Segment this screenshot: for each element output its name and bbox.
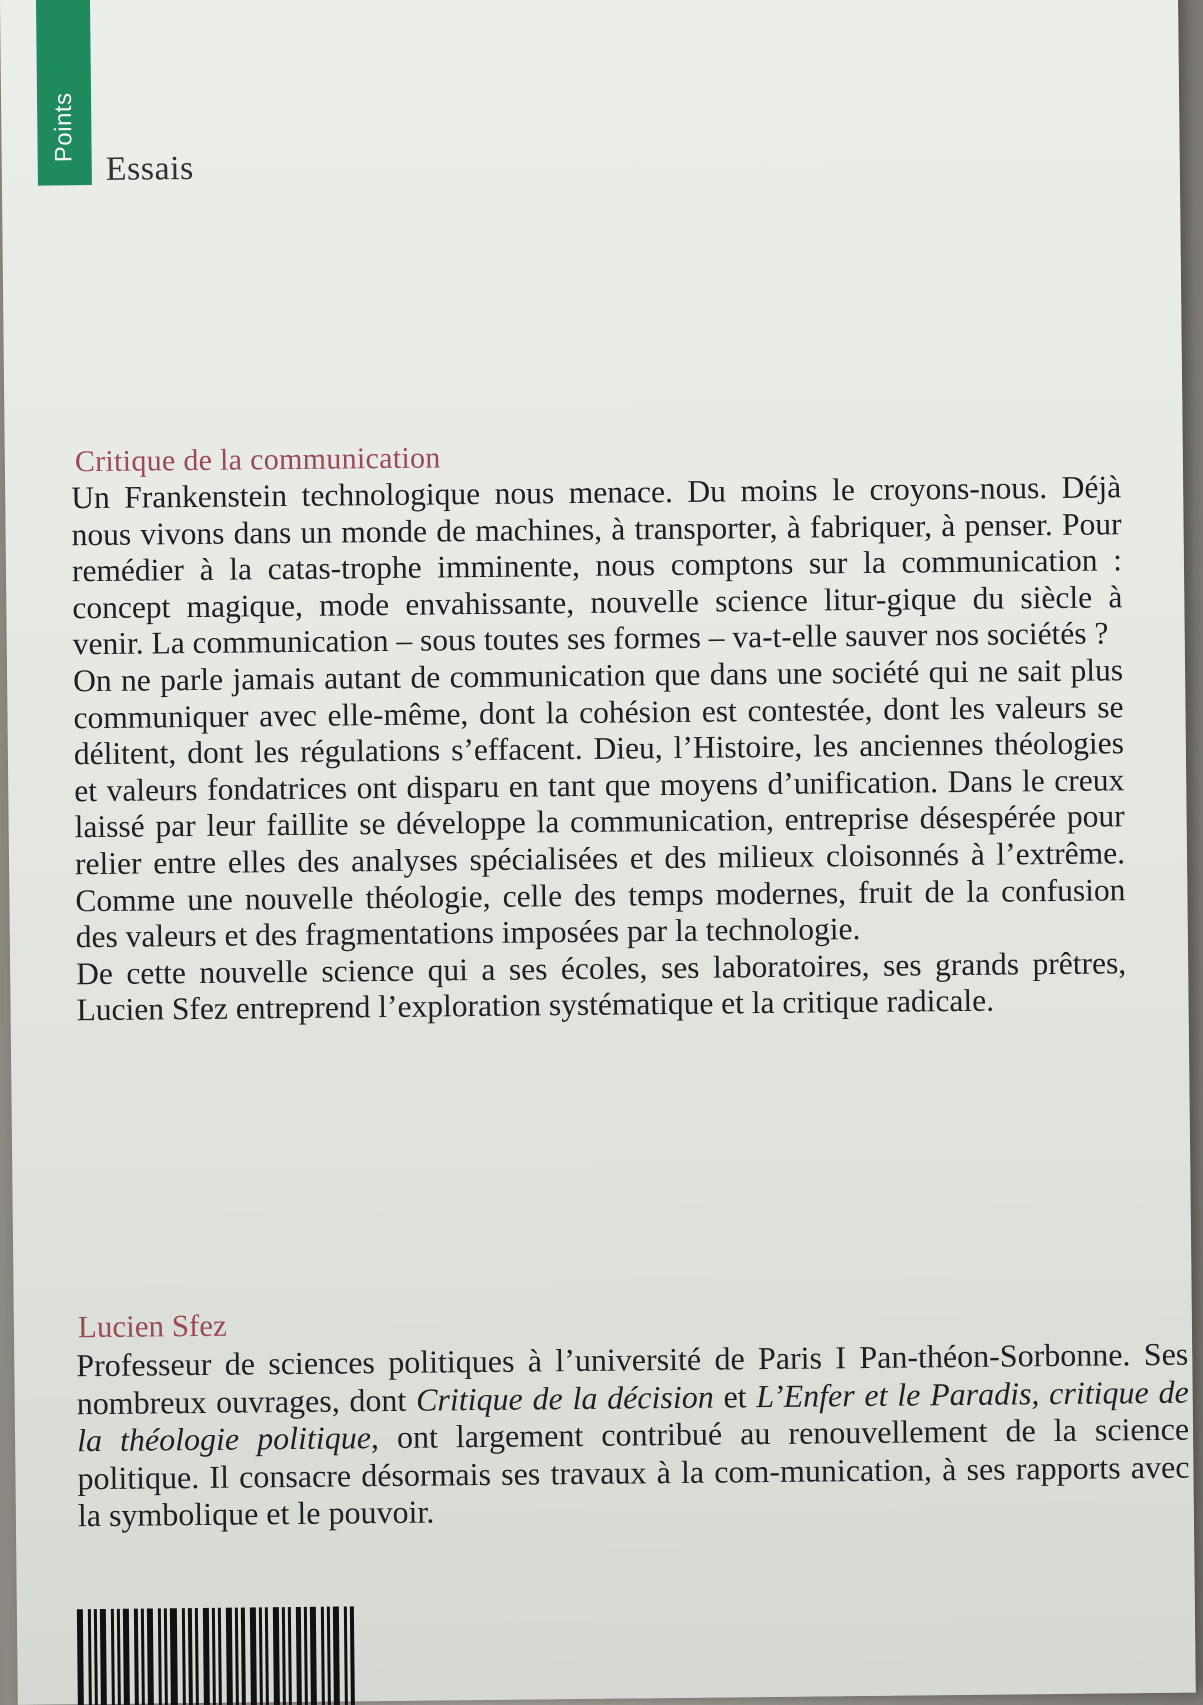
barcode-bar [226,1608,233,1705]
barcode-bar [259,1607,263,1705]
barcode-bar [134,1609,139,1705]
barcode-bar [265,1607,269,1705]
bio-text-2: et [713,1377,757,1415]
barcode-bar [195,1608,199,1705]
barcode-bar [117,1609,121,1705]
barcode-bar [100,1609,107,1705]
barcode-bar [88,1609,92,1705]
barcode-bar [321,1607,325,1705]
author-name: Lucien Sfez [77,1307,227,1345]
barcode-bar [333,1607,340,1705]
barcode-bar [141,1609,145,1705]
barcode-bar [250,1607,257,1705]
barcode-bar [158,1608,162,1705]
bio-work-title-1: Critique de la décision [415,1378,714,1418]
barcode [77,1606,418,1705]
barcode-bar [344,1606,348,1705]
bio-work-title-2: L’Enfer et le Paradis, critique de la théologie politique [76,1373,1189,1459]
barcode-bar [147,1608,154,1705]
barcode-bar [310,1607,317,1705]
bio-text-1: Professeur de sciences politiques à l’université de Paris I Pan-théon-Sorbonne. Ses nombreux ouvrages, dont [76,1335,1189,1421]
barcode-bar [188,1608,193,1705]
barcode-bar [212,1608,216,1705]
book-title: Critique de la communication [74,441,441,479]
barcode-bar [304,1607,308,1705]
book-description [71,469,1127,1029]
barcode-bar [350,1606,355,1705]
barcode-bar [288,1607,292,1705]
barcode-bar [170,1608,178,1705]
barcode-bar [241,1608,246,1705]
publisher-tab [36,0,92,186]
author-bio-paragraph [76,1336,1190,1535]
barcode-bar [273,1607,280,1705]
barcode-bar [111,1609,115,1705]
description-paragraph-3: De cette nouvelle science qui a ses écoles, ses laboratoires, ses grands prêtres, Lucien Sfez entreprend l’exploration systématique et la critique radicale. [76,944,1127,1028]
barcode-bar [282,1607,286,1705]
barcode-bar [218,1608,222,1705]
series-name: Essais [105,149,194,188]
barcode-bar [123,1609,130,1705]
author-bio [76,1336,1190,1535]
barcode-bar [94,1609,98,1705]
barcode-bar [77,1609,84,1705]
description-paragraph-1: Un Frankenstein technologique nous menace. Du moins le croyons-nous. Déjà nous vivons dans un monde de machines, à transporter, à fabriquer, à penser. Pour remédier à la catas-trophe imminente, nous comptons sur la communication : concept magique, mode envahissante, nouvelle science litur-gique du siècle à venir. La communication – sous toutes ses formes – va-t-elle sauver nos sociétés ? [71,469,1123,662]
bio-text-3: , ont largement contribué au renouvellement de la science politique. Il consacre désormais ses travaux à la com-munication, à ses rapports avec la symbolique et le pouvoir. [77,1410,1190,1534]
barcode-bar [235,1608,239,1705]
barcode-bar [296,1607,302,1705]
publisher-tab-label: Points [49,92,78,163]
barcode-bar [182,1608,186,1705]
barcode-bar [327,1607,331,1705]
description-paragraph-2: On ne parle jamais autant de communication que dans une société qui ne sait plus communiquer avec elle-même, dont la cohésion est contestée, dont les valeurs se délitent, dont les régulations s’effacent. Dieu, l’Histoire, les anciennes théologies et valeurs fondatrices ont disparu en tant que moyens d’unification. Dans le creux laissé par leur faillite se développe la communication, entreprise désespérée pour relier entre elles des analyses spécialisées et des milieux cloisonnés à l’extrême. Comme une nouvelle théologie, celle des temps modernes, fruit de la confusion des valeurs et des fragmentations imposées par la technologie. [72,652,1126,955]
barcode-bar [203,1608,210,1705]
barcode-bar [164,1608,168,1705]
